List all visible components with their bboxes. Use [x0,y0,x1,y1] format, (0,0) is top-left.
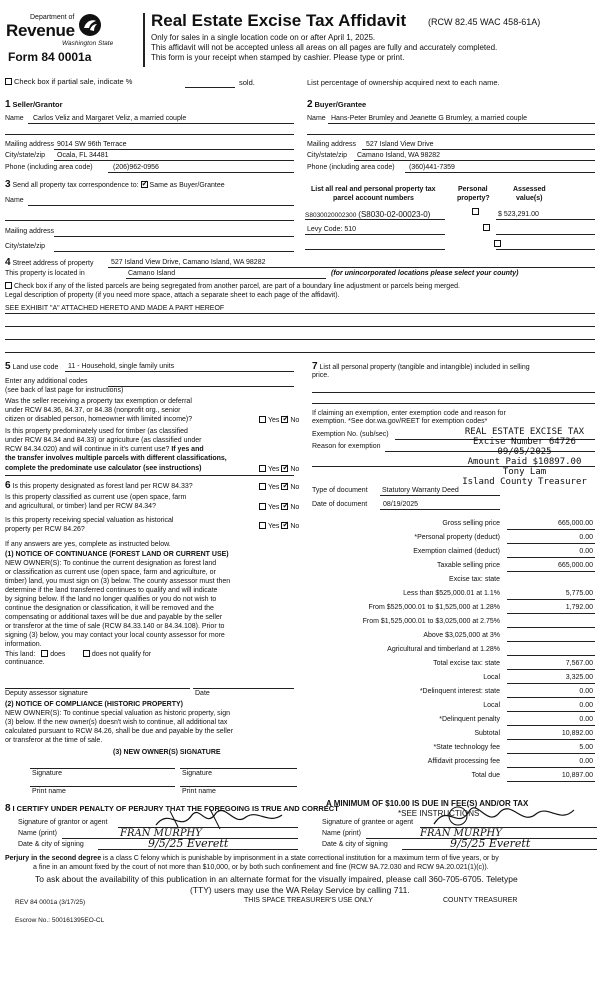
grantee-name-handwritten: FRAN MURPHY [420,828,502,839]
tax-calculation-table [300,517,597,783]
buyer-city-label: City/state/zip [307,152,348,159]
tax-row-label: From $1,525,000.01 to $3,025,000 at 2.75% [362,618,500,625]
tax-row-value[interactable]: 7,567.00 [507,660,595,670]
personal-property-line-1[interactable] [312,392,595,393]
parcel-header-1: List all real and personal property tax [311,186,436,193]
grantee-date-handwritten: 9/5/25 Everett [450,837,531,850]
correspondence-city-label: City/state/zip [5,243,46,250]
header-line-3: This form is your receipt when stamped by cashier. Please type or print. [151,53,405,62]
tax-row-value[interactable]: 0.00 [507,702,595,712]
legal-line-3[interactable] [5,339,595,340]
county-treasurer-label: COUNTY TREASURER [443,897,518,904]
parcel-line-2[interactable] [305,234,445,235]
personal-header-2: property? [457,195,490,202]
answers-note: If any answers are yes, complete as instructed below. [5,541,171,548]
segregated-checkbox[interactable] [5,282,12,289]
tax-row-label: Total due [471,772,500,779]
buyer-phone-label: Phone (including area code) [307,164,395,171]
tax-row-value[interactable]: 5,775.00 [507,590,595,600]
header-line-2: This affidavit will not be accepted unless all areas on all pages are fully and accurately completed. [151,43,498,52]
owner-print-label-2: Print name [182,788,216,795]
reason-label: Reason for exemption [312,443,381,450]
compliance-text [5,710,297,746]
exemption-claim-2: exemption. *See dor.wa.gov/REET for exemption codes* [312,418,488,425]
correspondence-name-line[interactable] [28,205,294,206]
seller-phone-label: Phone (including area code) [5,164,93,171]
tax-row [300,559,597,573]
new-owner-sig-title: (3) NEW OWNER(S) SIGNATURE [113,749,221,756]
personal-header-1: Personal [458,186,488,193]
personal-property-line-2[interactable] [312,403,595,404]
paragraph-line: or transferor at the time of sale (RCW 84.33.140 or 84.34.108). Prior to [5,623,225,630]
buyer-name-line-2[interactable] [307,134,595,135]
tax-row [300,629,597,643]
buyer-mail-line[interactable] [362,149,595,150]
seller-mail-line[interactable] [54,149,294,150]
tax-row-value[interactable]: 3,325.00 [507,674,595,684]
levy-code: Levy Code: 510 [307,226,357,233]
exemption-q-1: Was the seller receiving a property tax exemption or deferral [5,398,192,405]
legal-line-4[interactable] [5,352,595,353]
parcel-header-2: parcel account numbers [333,195,414,202]
tax-row-value[interactable]: 665,000.00 [507,562,595,572]
seller-phone-line[interactable] [108,172,294,173]
correspondence-name-line-2[interactable] [5,220,294,221]
personal-property-checkbox-2[interactable] [483,224,490,231]
doc-type-value: Statutory Warranty Deed [382,487,459,494]
current-use-no-checkbox[interactable] [281,503,288,510]
tax-row [300,517,597,531]
header-divider [143,13,145,67]
exemption-yes-checkbox[interactable] [259,416,266,423]
assessed-header-2: value(s) [516,195,543,202]
deputy-signature-line[interactable] [5,688,190,689]
tax-row-label: Local [483,674,500,681]
grantor-date-handwritten: 9/5/25 Everett [148,837,229,850]
does-checkbox[interactable] [41,650,48,657]
correspondence-mail-line[interactable] [54,236,294,237]
tax-row-value[interactable]: 5.00 [507,744,595,754]
grantor-sig-label: Signature of grantor or agent [18,819,108,826]
historic-no-checkbox[interactable] [281,522,288,529]
tax-row-label: *Delinquent interest: state [419,688,500,695]
tax-row [300,671,597,685]
minimum-fee-note: A MINIMUM OF $10.00 IS DUE IN FEE(S) AND/OR TAX [326,799,529,808]
seller-mail-label: Mailing address [5,141,55,148]
historic-yes-checkbox[interactable] [259,522,266,529]
tax-row-label: Gross selling price [442,520,500,527]
exemption-yes-no: Yes ✓ No [259,416,299,425]
treasurer-use-label: THIS SPACE TREASURER'S USE ONLY [244,897,373,904]
tax-row-value[interactable] [507,632,595,642]
additional-codes-line[interactable] [108,386,294,387]
timber-q-1: Is this property predominately used for timber (as classified [5,428,188,435]
additional-codes-label: Enter any additional codes [5,378,88,385]
tax-row-label: Agricultural and timberland at 1.28% [387,646,500,653]
buyer-name-label: Name [307,115,326,122]
tax-row-label: Subtotal [474,730,500,737]
dor-logo-icon [78,13,102,37]
paragraph-line: compensating or additional taxes will be due and payable by the seller [5,614,223,621]
street-line[interactable] [108,267,595,268]
partial-pct-line[interactable] [185,87,235,88]
does-not-checkbox[interactable] [83,650,90,657]
correspondence-name-label: Name [5,197,24,204]
seller-city-line[interactable] [54,160,294,161]
owner-print-line-2[interactable] [180,786,297,787]
grantor-name-label: Name (print) [18,830,57,837]
paragraph-line: information. [5,641,42,648]
tax-row-value[interactable]: 665,000.00 [507,520,595,530]
tax-row-label: *Personal property (deduct) [414,534,500,541]
location-note: (for unincorporated locations please select your county) [331,270,519,277]
partial-sold-label: sold. [239,78,255,87]
assessed-value-1: $ 523,291.00 [498,211,539,218]
location-select[interactable] [126,278,326,279]
current-use-yes-checkbox[interactable] [259,503,266,510]
assessed-header-1: Assessed [513,186,546,193]
legal-line-2[interactable] [5,326,595,327]
exemption-claim-1: If claiming an exemption, enter exemption code and reason for [312,410,506,417]
timber-no-checkbox[interactable] [281,465,288,472]
buyer-city-line[interactable] [354,160,595,161]
exemption-q-2: under RCW 84.36, 84.37, or 84.38 (nonprofit org., senior [5,407,181,414]
tax-row-label: Local [483,702,500,709]
correspondence-city-line[interactable] [54,251,294,252]
continuance-text [5,560,297,650]
tax-row [300,727,597,741]
tax-row-value[interactable]: 0.00 [507,548,595,558]
legal-desc-value: SEE EXHIBIT "A" ATTACHED HERETO AND MADE A PART HEREOF [5,305,225,312]
current-use-q-1: Is this property classified as current use (open space, farm [5,494,187,501]
tax-row-value[interactable]: 0.00 [507,716,595,726]
forest-no-checkbox[interactable] [281,483,288,490]
seller-name-line[interactable] [28,123,294,124]
paragraph-line: continue the designation or classification, it will be removed and the [5,605,214,612]
correspondence-heading: 3 Send all property tax correspondence to: ✓ Same as Buyer/Grantee [5,179,225,191]
section5-divider [5,475,294,476]
alt-format-line-1: To ask about the availability of this publication in an alternate format for the visually impaired, please call 360-705-6705. Teletype [35,874,518,884]
tax-row-value[interactable]: 0.00 [507,534,595,544]
header-line-1: Only for sales in a single location code on or after April 1, 2025. [151,33,376,42]
location-value: Camano Island [128,270,176,277]
form-rcw: (RCW 82.45 WAC 458-61A) [428,17,541,27]
paragraph-line: or transferor at the time of sale. [5,737,103,744]
doc-date-label: Date of document [312,501,368,508]
tax-row [300,601,597,615]
paragraph-line: NEW OWNER(S): To continue the current designation as forest land [5,560,217,567]
location-label: This property is located in [5,270,85,277]
tax-row-label: Taxable selling price [436,562,500,569]
deputy-signature-label: Deputy assessor signature [5,690,88,697]
owner-sig-label-1: Signature [32,770,62,777]
tax-row-label: Above $3,025,000 at 3% [423,632,500,639]
buyer-phone-line[interactable] [405,172,595,173]
forest-yes-checkbox[interactable] [259,483,266,490]
escrow-number: Escrow No.: 500161395EO-CL [15,917,105,924]
buyer-city: Camano Island, WA 98282 [357,152,441,159]
tax-row-label: *State technology fee [433,744,500,751]
tax-row [300,755,597,769]
stamp-line-5: Tony Lam [502,467,547,477]
paragraph-line: (3) below. If the new owner(s) doesn't wish to continue, all additional tax [5,719,228,726]
deputy-date-line[interactable] [193,688,294,689]
revision-number: REV 84 0001a (3/17/25) [15,899,86,906]
tax-row-value[interactable]: 10,897.00 [507,772,595,782]
stamp-line-6: Island County Treasurer [462,477,587,487]
tax-row-label: Exemption claimed (deduct) [413,548,500,555]
buyer-mail: 527 Island View Drive [366,141,434,148]
exemption-no-label: Exemption No. (sub/sec) [312,431,389,438]
owner-sig-line-1[interactable] [30,768,175,769]
grantee-sig-label: Signature of grantee or agent [322,819,414,826]
tax-row-label: Total excise tax: state [433,660,500,667]
stamp-line-1: REAL ESTATE EXCISE TAX [464,427,585,437]
grantee-date-label: Date & city of signing [322,841,388,848]
list-pct-note: List percentage of ownership acquired next to each name. [307,78,500,87]
doc-date-line[interactable] [380,509,500,510]
historic-q-2: property per RCW 84.26? [5,526,85,533]
dor-logo-top: Department of [30,14,75,21]
tax-row [300,699,597,713]
segregated-row: Check box if any of the listed parcels are being segregated from another parcel, are part of a boundary line adjustment or parcels being merged. [5,282,460,291]
grantee-name-label: Name (print) [322,830,361,837]
land-use-heading: 5 Land use code [5,361,59,372]
parcel-line-1[interactable] [305,219,445,220]
forest-q: 6 Is this property designated as forest land per RCW 84.33? [5,480,193,491]
stamp-line-4: Amount Paid $10897.00 [467,457,582,467]
paragraph-line: determine if the land transferred continues to qualify and will indicate [5,587,218,594]
stamp-line-3: 09/05/2025 [497,447,552,457]
partial-sale-row [5,78,132,87]
paragraph-line: signing (3) below, you may contact your local county assessor for more [5,632,225,639]
form-number: Form 84 0001a [8,50,92,64]
assessed-line-3[interactable] [496,249,595,250]
timber-q-2: under RCW 84.34 and 84.33) or agriculture (as classified under [5,437,202,444]
tax-row-value[interactable] [507,646,595,656]
seller-name-line-2[interactable] [5,134,294,135]
paragraph-line: by signing below. If the land no longer qualifies or you do not wish to [5,596,217,603]
excise-tax-stamp [452,427,597,487]
buyer-mail-label: Mailing address [307,141,357,148]
grantor-date-label: Date & city of signing [18,841,84,848]
parcel-number: S8030020002300 (S8030-02-00023-0) [305,210,431,219]
street-heading: 4 Street address of property [5,257,94,268]
tax-row [300,643,597,657]
assessed-line-1[interactable] [496,219,595,220]
form-title: Real Estate Excise Tax Affidavit [151,11,407,30]
tax-row-label: Affidavit processing fee [427,758,500,765]
tax-row [300,657,597,671]
doc-date-value: 08/19/2025 [383,501,419,508]
current-use-yes-no: Yes ✓ No [259,503,299,512]
tax-row [300,713,597,727]
timber-yes-checkbox[interactable] [259,465,266,472]
see-instructions: *SEE INSTRUCTIONS [398,809,480,818]
owner-sig-label-2: Signature [182,770,212,777]
buyer-name: Hans-Peter Brumley and Jeanette G Brumley, a married couple [331,115,527,122]
continuance-title: (1) NOTICE OF CONTINUANCE (FOREST LAND OR CURRENT USE) [5,551,229,558]
timber-q-4: the transfer involves multiple parcels with different classifications, [5,455,227,462]
grantor-name-handwritten: FRAN MURPHY [120,828,202,839]
seller-name-label: Name [5,115,24,122]
tax-row-value[interactable] [507,576,595,586]
dor-logo-main: Revenue [6,21,75,40]
compliance-title: (2) NOTICE OF COMPLIANCE (HISTORIC PROPERTY) [5,701,183,708]
seller-heading: 1 Seller/Grantor [5,99,63,110]
buyer-name-line[interactable] [328,123,595,124]
perjury-line-1: Perjury in the second degree is a class C felony which is punishable by imprisonment in a state correctional institution for a maximum term of five years, or by [5,855,499,862]
timber-q-3: RCW 84.34.020) and will continue in it's current use? If yes and [5,446,204,453]
correspondence-mail-label: Mailing address [5,228,55,235]
land-use-line[interactable] [65,371,294,372]
tax-row [300,741,597,755]
paragraph-line: calculated pursuant to RCW 84.26, shall be due and payable by the seller [5,728,234,735]
timber-yes-no: Yes ✓ No [259,465,299,474]
seller-name: Carlos Veliz and Margaret Veliz, a married couple [33,115,187,122]
partial-sale-label: Check box if partial sale, indicate % [14,77,133,86]
tax-row [300,587,597,601]
seller-city-label: City/state/zip [5,152,46,159]
tax-row-value[interactable]: 10,892.00 [507,730,595,740]
paragraph-line: NEW OWNER(S): To continue special valuation as historic property, sign [5,710,230,717]
exemption-q-3: citizen or disabled person, homeowner with limited income)? [5,416,193,423]
buyer-phone: (360)441-7359 [409,164,455,171]
owner-print-line-1[interactable] [30,786,175,787]
historic-q-1: Is this property receiving special valuation as historical [5,517,174,524]
continuance-word: continuance. [5,659,45,666]
historic-yes-no: Yes ✓ No [259,522,299,531]
doc-type-label: Type of document [312,487,368,494]
dor-logo-sub: Washington State [62,40,114,47]
doc-type-line[interactable] [380,495,500,496]
tax-row-value[interactable]: 0.00 [507,688,595,698]
tax-row [300,769,597,783]
partial-sale-checkbox[interactable] [5,78,12,85]
seller-city: Ocala, FL 34481 [57,152,109,159]
buyer-heading: 2 Buyer/Grantee [307,99,367,110]
tax-row-label: From $525,000.01 to $1,525,000 at 1.28% [368,604,500,611]
tax-row-label: Less than $525,000.01 at 1.1% [403,590,500,597]
deputy-date-label: Date [195,690,210,697]
same-as-buyer-checkbox[interactable] [141,181,148,188]
tax-row [300,615,597,629]
tax-row-value[interactable]: 0.00 [507,758,595,768]
current-use-q-2: and agricultural, or timber) land per RCW 84.34? [5,503,156,510]
paragraph-line: or classification as current use (open space, farm and agriculture, or [5,569,216,576]
personal-property-checkbox-3[interactable] [494,240,501,247]
tax-row [300,573,597,587]
land-qualify-row: This land: does does not qualify for [5,651,152,658]
tax-row [300,531,597,545]
land-use-code: 11 - Household, single family units [68,363,175,370]
street-address: 527 Island View Drive, Camano Island, WA 98282 [111,259,266,266]
legal-desc-label: Legal description of property (if you need more space, attach a separate sheet to each page of the affidavit). [5,292,340,299]
stamp-line-2: Excise Number 64726 [473,437,576,447]
seller-phone: (206)962-0956 [113,164,159,171]
tax-row-value[interactable]: 1,792.00 [507,604,595,614]
personal-property-label-2: price. [312,372,330,379]
legal-line-1[interactable] [5,313,595,314]
exemption-no-checkbox[interactable] [281,416,288,423]
timber-q-5: complete the predominate use calculator (see instructions) [5,465,202,472]
tax-row-label: *Delinquent penalty [439,716,500,723]
tax-row [300,545,597,559]
seller-mail: 9014 SW 96th Terrace [57,141,127,148]
personal-property-checkbox-1[interactable] [472,208,479,215]
tax-row [300,685,597,699]
certify-heading: 8 I CERTIFY UNDER PENALTY OF PERJURY THAT THE FOREGOING IS TRUE AND CORRECT [5,803,339,814]
perjury-line-2: a fine in an amount fixed by the court of not more than $10,000, or by both such confinement and fine (RCW 9A.72.030 and RCW 9A.20.021(1)(c)). [33,864,489,871]
tax-row-label: Excise tax: state [449,576,500,583]
owner-print-label-1: Print name [32,788,66,795]
personal-property-heading: 7 List all personal property (tangible and intangible) included in selling [312,361,530,372]
paragraph-line: timber) land, you must sign on (3) below. The county assessor must then [5,578,231,585]
tax-row-value[interactable] [507,618,595,628]
parcel-line-3[interactable] [305,249,445,250]
grantee-signature [430,802,580,830]
owner-sig-line-2[interactable] [180,768,297,769]
alt-format-line-2: (TTY) users may use the WA Relay Service by calling 711. [190,885,410,895]
assessed-line-2[interactable] [496,234,595,235]
additional-codes-note: (see back of last page for instructions) [5,387,124,394]
forest-yes-no: Yes ✓ No [259,483,299,492]
